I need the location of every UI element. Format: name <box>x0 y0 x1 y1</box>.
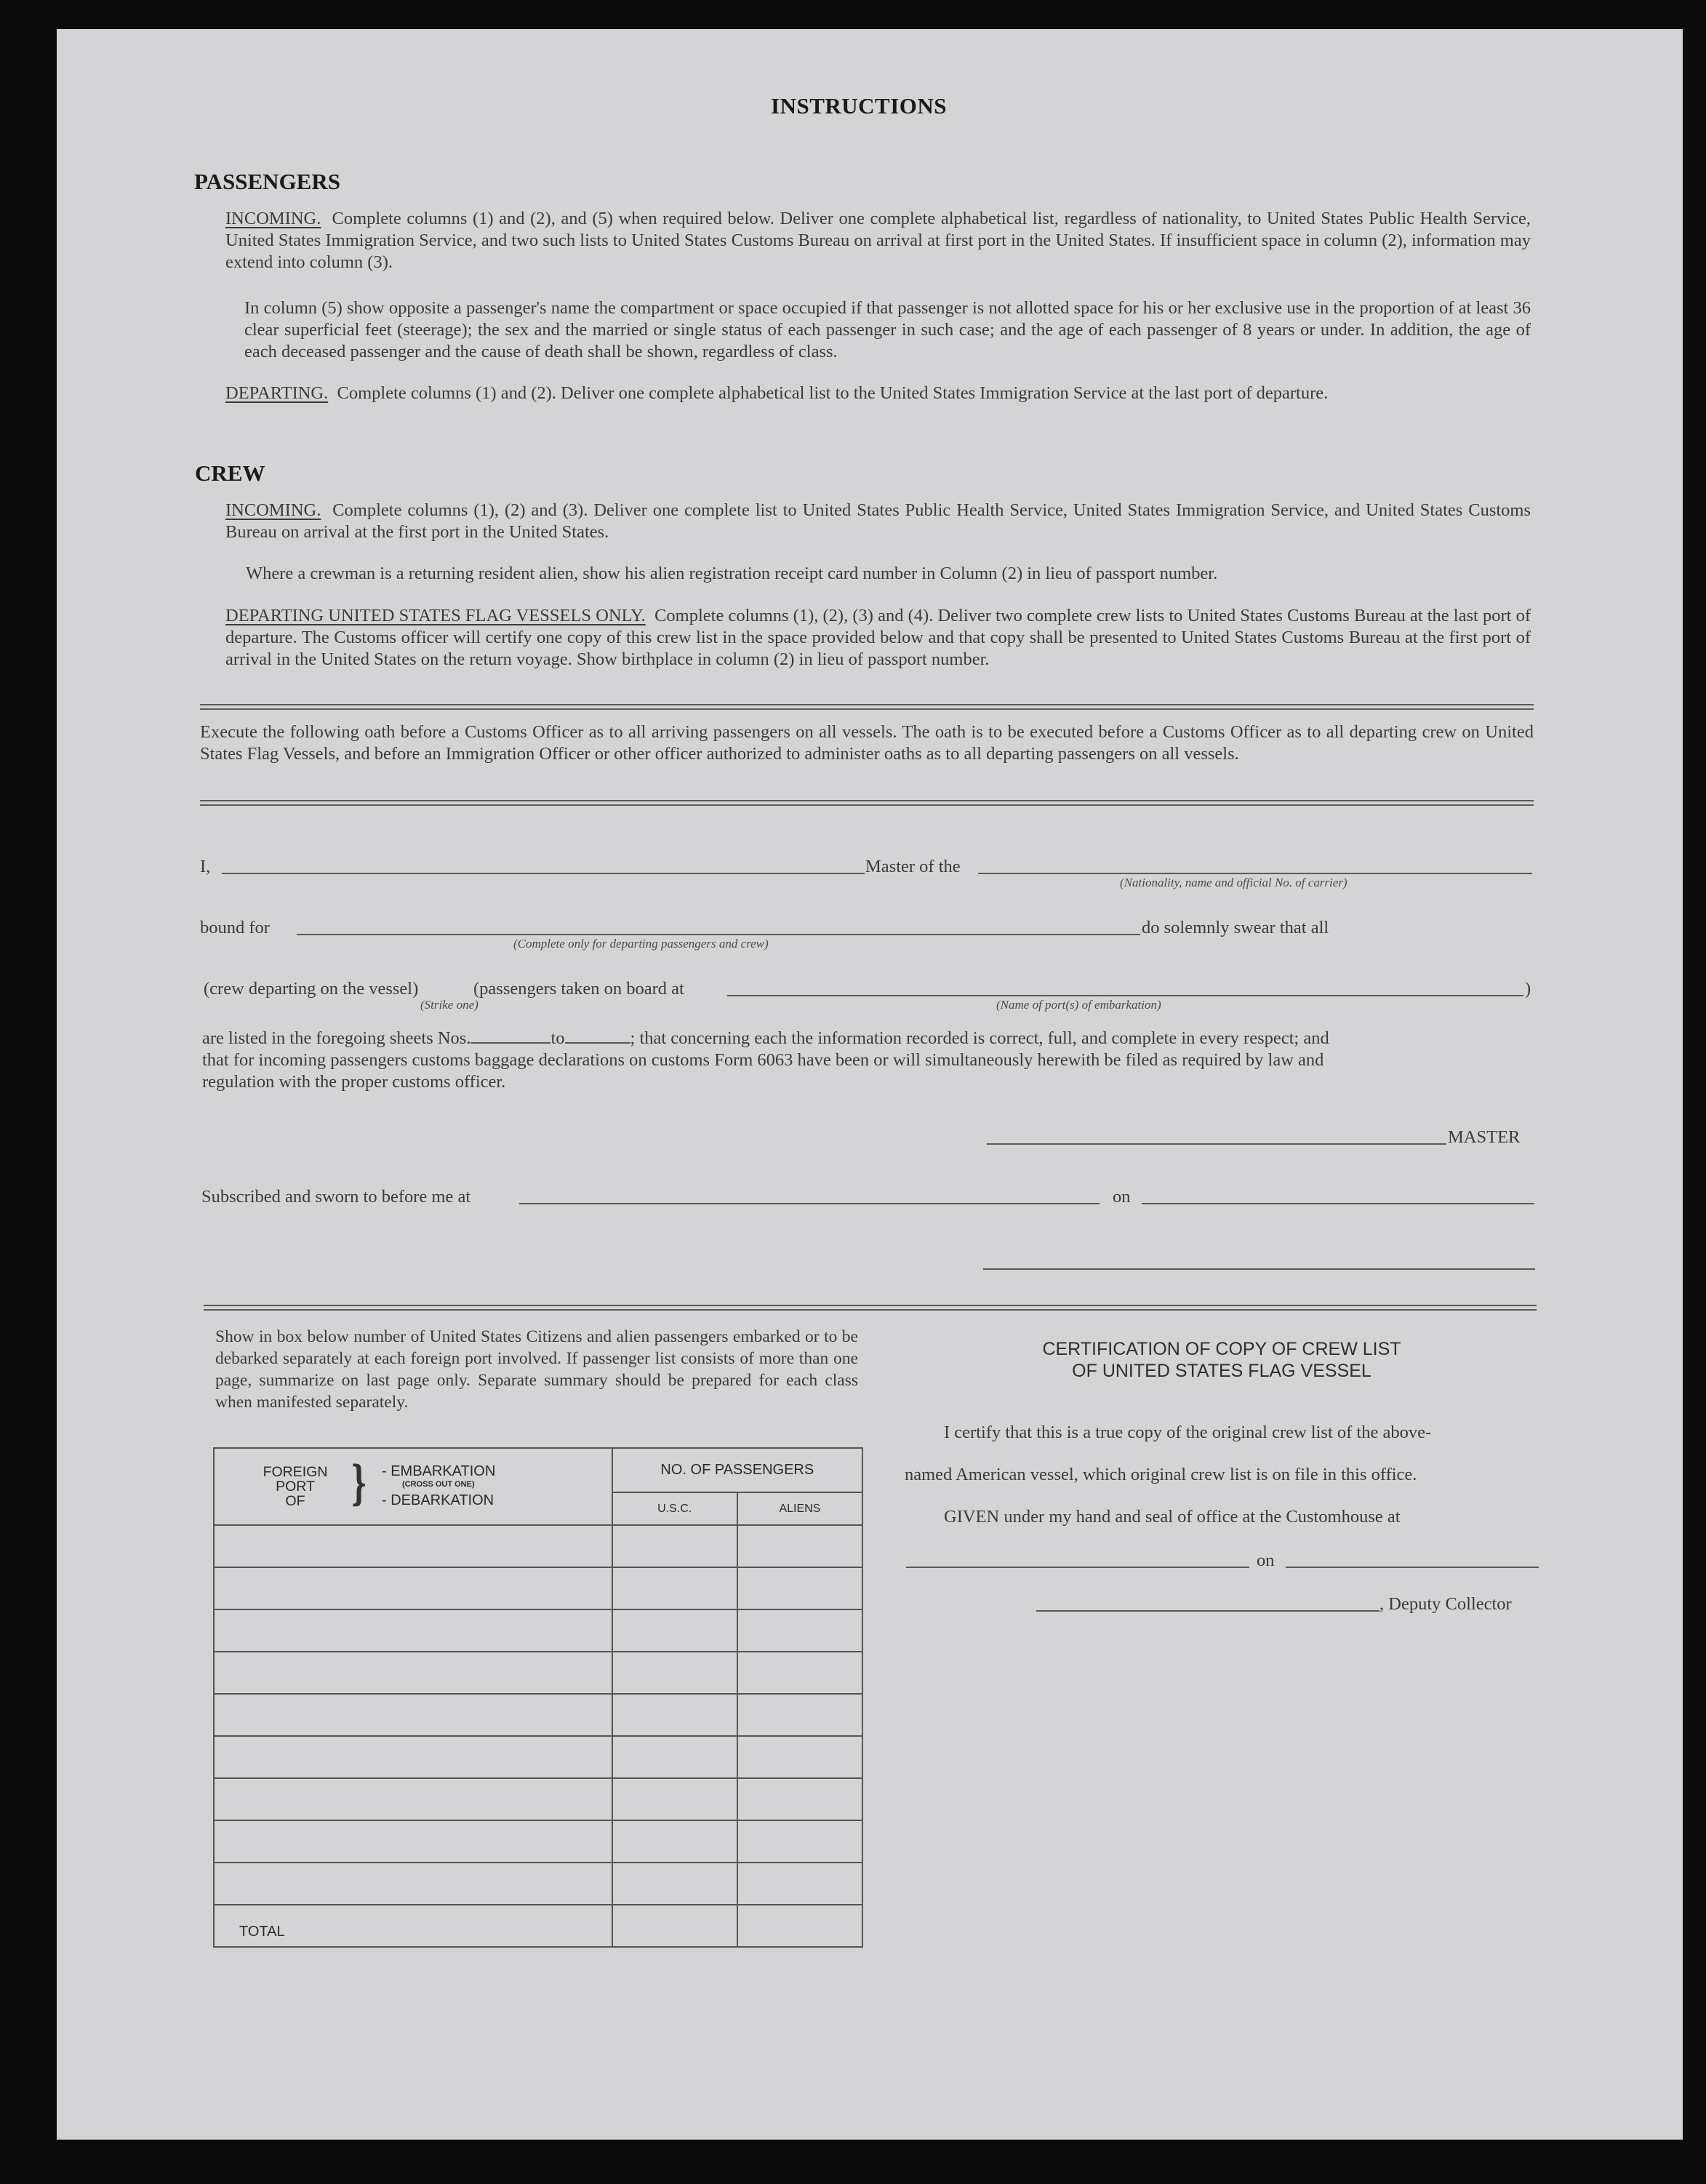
master-of-label: Master of the <box>865 857 961 876</box>
embarkation-label: - EMBARKATION <box>382 1463 496 1479</box>
certification-text-2: named American vessel, which original crew list is on file in this office. <box>905 1465 1417 1484</box>
table-row <box>214 1525 862 1567</box>
usc-cell[interactable] <box>612 1736 737 1778</box>
page-title: INSTRUCTIONS <box>771 93 948 119</box>
close-paren: ) <box>1525 979 1531 999</box>
passengers-incoming-text: Complete columns (1) and (2), and (5) when required below. Deliver one complete alphabetical list, regardless of nationality, to United States Public Health Service, United States Immigration Service, and two such lists to United States Customs Bureau on arrival at first port in the United States. If insufficient space in column (2), information may extend into column (3). <box>225 209 1531 272</box>
passengers-departing-label: DEPARTING. <box>225 383 329 403</box>
no-of-passengers-header: NO. OF PASSENGERS <box>612 1448 862 1492</box>
aliens-cell[interactable] <box>737 1652 862 1694</box>
usc-cell[interactable] <box>612 1820 737 1863</box>
usc-cell[interactable] <box>612 1525 737 1567</box>
subscribed-date-line[interactable] <box>1142 1203 1534 1204</box>
crew-heading: CREW <box>195 460 265 486</box>
usc-cell[interactable] <box>612 1609 737 1652</box>
passengers-departing-paragraph <box>225 383 1531 404</box>
master-signature-line[interactable] <box>987 1143 1446 1145</box>
certification-text-1: I certify that this is a true copy of the original crew list of the above- <box>944 1423 1432 1442</box>
crew-resident-paragraph: Where a crewman is a returning resident alien, show his alien registration receipt card number in Column (2) in lieu of passport number. <box>246 564 1218 583</box>
port-cell[interactable] <box>214 1778 612 1820</box>
ports-line[interactable] <box>727 995 1523 996</box>
certification-date-line[interactable] <box>1286 1567 1539 1568</box>
aliens-cell[interactable] <box>737 1694 862 1736</box>
brace-icon: } <box>351 1456 367 1511</box>
aliens-cell[interactable] <box>737 1863 862 1905</box>
port-cell[interactable] <box>214 1567 612 1609</box>
passengers-departing-text: Complete columns (1) and (2). Deliver one complete alphabetical list to the United States Immigration Service at the last port of departure. <box>337 383 1329 403</box>
certification-heading-2: OF UNITED STATES FLAG VESSEL <box>1072 1361 1371 1381</box>
summary-instructions: Show in box below number of United States Citizens and alien passengers embarked or to be debarked separately at each foreign port involved. If passenger list consists of more than one page, summarize on last page only. Separate summary should be prepared for each class when manifested separately. <box>215 1327 858 1412</box>
certification-heading-1: CERTIFICATION OF COPY OF CREW LIST <box>1042 1339 1401 1359</box>
table-row <box>214 1609 862 1652</box>
nationality-caption: (Nationality, name and official No. of carrier) <box>1120 876 1347 889</box>
subscribed-on-label: on <box>1113 1187 1131 1207</box>
bound-caption: (Complete only for departing passengers and crew) <box>513 937 769 951</box>
table-row <box>214 1652 862 1694</box>
customhouse-line[interactable] <box>906 1567 1249 1568</box>
usc-cell[interactable] <box>612 1652 737 1694</box>
carrier-line[interactable] <box>978 873 1532 874</box>
usc-cell[interactable] <box>612 1694 737 1736</box>
deputy-collector-label: , Deputy Collector <box>1379 1594 1512 1614</box>
table-row <box>214 1863 862 1905</box>
port-cell[interactable] <box>214 1525 612 1567</box>
usc-cell[interactable] <box>612 1567 737 1609</box>
usc-header: U.S.C. <box>612 1492 737 1525</box>
port-cell[interactable] <box>214 1820 612 1863</box>
crew-departing-label: DEPARTING UNITED STATES FLAG VESSELS ONLY. <box>225 606 646 625</box>
double-rule-1 <box>200 704 1534 710</box>
crew-departing-label: (crew departing on the vessel) <box>204 979 419 999</box>
swear-label: do solemnly swear that all <box>1142 918 1329 937</box>
aliens-cell[interactable] <box>737 1525 862 1567</box>
passengers-taken-label: (passengers taken on board at <box>473 979 684 999</box>
master-name-line[interactable] <box>222 873 865 874</box>
certification-given-text: GIVEN under my hand and seal of office at the Customhouse at <box>944 1507 1401 1527</box>
total-row <box>214 1905 862 1947</box>
oath-instructions-paragraph: Execute the following oath before a Customs Officer as to all arriving passengers on all vessels. The oath is to be executed before a Customs Officer as to all departing crew on United States Flag Vessels, and before an Immigration Officer or other officer authorized to administer oaths as to all departing passengers on all vessels. <box>200 722 1534 764</box>
listed-text-3: regulation with the proper customs officer. <box>202 1072 506 1092</box>
passengers-incoming-label: INCOMING. <box>225 209 321 228</box>
crew-departing-paragraph <box>225 605 1531 671</box>
sheet-from-blank[interactable] <box>470 1042 550 1044</box>
usc-cell[interactable] <box>612 1778 737 1820</box>
certification-on-label: on <box>1257 1551 1275 1570</box>
usc-cell[interactable] <box>612 1863 737 1905</box>
table-row <box>214 1567 862 1609</box>
ports-caption: (Name of port(s) of embarkation) <box>996 998 1161 1012</box>
passengers-column5-paragraph: In column (5) show opposite a passenger's name the compartment or space occupied if that passenger is not allotted space for his or her exclusive use in the proportion of at least 36 clear superficial feet (steerage); the sex and the married or single status of each passenger in such case; and the age of each passenger of 8 years or under. In addition, the age of each deceased passenger and the cause of death shall be shown, regardless of class. <box>244 298 1531 361</box>
total-aliens-cell[interactable] <box>737 1905 862 1947</box>
aliens-cell[interactable] <box>737 1567 862 1609</box>
port-header-cell <box>214 1448 612 1525</box>
passenger-summary-table <box>213 1447 863 1948</box>
passengers-incoming-paragraph <box>225 208 1531 273</box>
aliens-header: ALIENS <box>737 1492 862 1525</box>
double-rule-3 <box>204 1305 1537 1311</box>
port-cell[interactable] <box>214 1863 612 1905</box>
bound-for-line[interactable] <box>297 934 1140 935</box>
total-usc-cell[interactable] <box>612 1905 737 1947</box>
deputy-signature-line[interactable] <box>1036 1610 1379 1612</box>
table-row <box>214 1736 862 1778</box>
port-cell[interactable] <box>214 1694 612 1736</box>
subscribed-place-line[interactable] <box>519 1203 1100 1204</box>
aliens-cell[interactable] <box>737 1778 862 1820</box>
officer-signature-line[interactable] <box>983 1268 1535 1270</box>
listed-prefix: are listed in the foregoing sheets Nos. <box>202 1028 471 1048</box>
subscribed-label: Subscribed and sworn to before me at <box>201 1187 471 1207</box>
oath-i-label: I, <box>200 857 211 876</box>
certification-heading <box>924 1338 1520 1382</box>
to-label: to <box>550 1028 565 1048</box>
crew-departing-text: Complete columns (1), (2), (3) and (4). Deliver two complete crew lists to United States Customs Bureau at the last port of departure. The Customs officer will certify one copy of this crew list in the space provided below and that copy shall be presented to United States Customs Bureau at the first port of arrival in the United States on the return voyage. Show birthplace in column (2) in lieu of passport number. <box>225 606 1531 669</box>
passengers-heading: PASSENGERS <box>194 169 340 194</box>
aliens-cell[interactable] <box>737 1820 862 1863</box>
port-cell[interactable] <box>214 1736 612 1778</box>
sheet-to-blank[interactable] <box>565 1042 630 1044</box>
table-row <box>214 1694 862 1736</box>
double-rule-2 <box>200 800 1534 806</box>
listed-paragraph <box>202 1028 1537 1093</box>
listed-text-1: ; that concerning each the information recorded is correct, full, and complete in every respect; and <box>630 1028 1329 1048</box>
table-row <box>214 1820 862 1863</box>
listed-text-2: that for incoming passengers customs baggage declarations on customs Form 6063 have been or will simultaneously herewith be filed as required by law and <box>202 1050 1324 1070</box>
bound-for-label: bound for <box>200 918 270 937</box>
table-row <box>214 1778 862 1820</box>
port-cell[interactable] <box>214 1652 612 1694</box>
aliens-cell[interactable] <box>737 1736 862 1778</box>
debarkation-label: - DEBARKATION <box>382 1492 494 1508</box>
cross-out-label: (CROSS OUT ONE) <box>402 1480 475 1489</box>
foreign-port-of-label: FOREIGN PORT OF <box>263 1464 328 1509</box>
aliens-cell[interactable] <box>737 1609 862 1652</box>
crew-incoming-text: Complete columns (1), (2) and (3). Deliver one complete list to United States Public Health Service, United States Immigration Service, and United States Customs Bureau on arrival at the first port in the United States. <box>225 500 1531 542</box>
crew-incoming-paragraph <box>225 500 1531 543</box>
master-label: MASTER <box>1448 1127 1521 1147</box>
total-label-cell <box>214 1905 612 1947</box>
total-label: TOTAL <box>239 1924 285 1940</box>
crew-incoming-label: INCOMING. <box>225 500 321 520</box>
strike-caption: (Strike one) <box>420 998 478 1012</box>
port-cell[interactable] <box>214 1609 612 1652</box>
